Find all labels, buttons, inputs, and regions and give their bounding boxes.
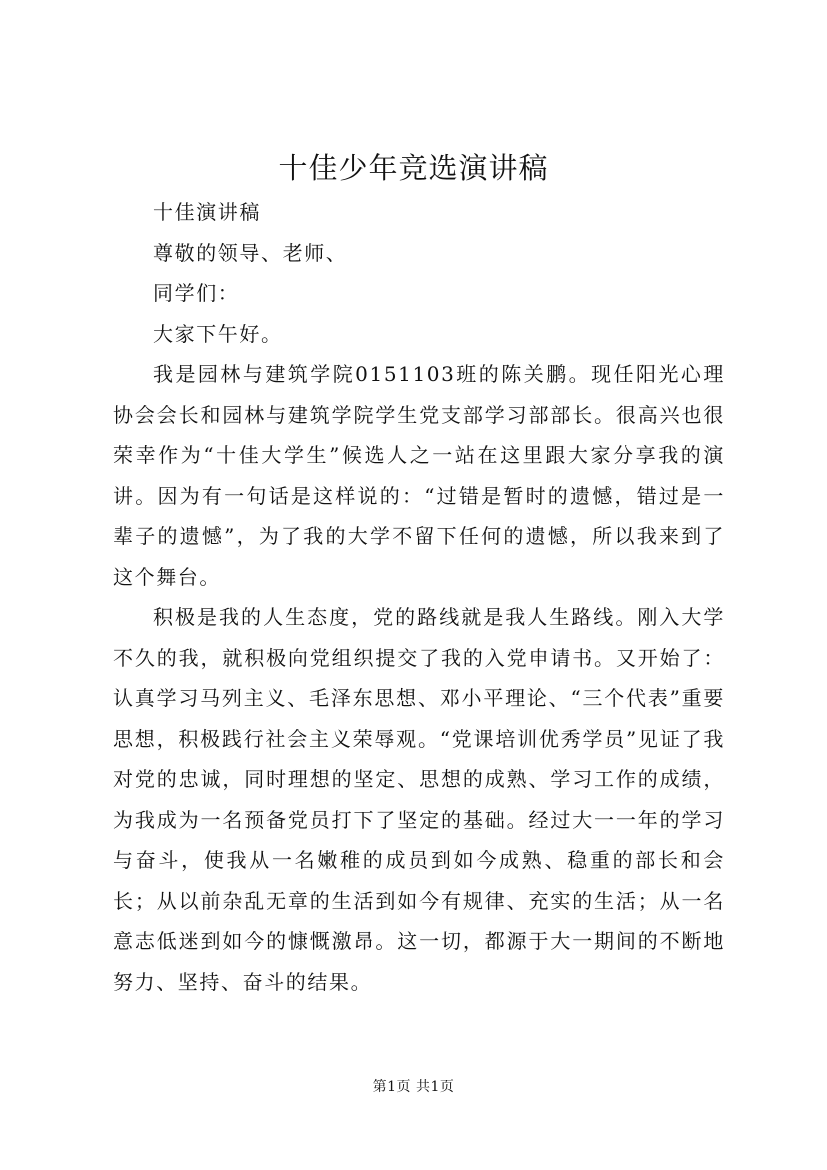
page-footer: 第1页 共1页: [372, 1079, 455, 1095]
paragraph: 同学们：: [153, 281, 240, 305]
paragraph: 十佳演讲稿: [153, 200, 261, 224]
paragraph: 大家下午好。: [153, 321, 283, 346]
paragraph: 尊敬的领导、老师、: [153, 240, 348, 265]
document-body: [113, 192, 725, 1002]
document-title: 十佳少年竞选演讲稿: [278, 151, 549, 185]
paragraph: 积极是我的人生态度，党的路线就是我人生路线。刚入大学不久的我，就积极向党组织提交了我的入党申请书。又开始了：认真学习马列主义、毛泽东思想、邓小平理论、“三个代表”重要思想，积极践行社会主义荣辱观。“党课培训优秀学员”见证了我对党的忠诚，同时理想的坚定、思想的成熟、学习工作的成绩，为我成为一名预备党员打下了坚定的基础。经过大一一年的学习与奋斗，使我从一名嫩稚的成员到如今成熟、稳重的部长和会长；从以前杂乱无章的生活到如今有规律、充实的生活；从一名意志低迷到如今的慷慨激昂。这一切，都源于大一期间的不断地努力、坚持、奋斗的结果。: [113, 605, 725, 994]
paragraph: 我是园林与建筑学院0151103班的陈关鹏。现任阳光心理协会会长和园林与建筑学院学生党支部学习部部长。很高兴也很荣幸作为“十佳大学生”候选人之一站在这里跟大家分享我的演讲。因为有一句话是这样说的：“过错是暂时的遗憾，错过是一辈子的遗憾”，为了我的大学不留下任何的遗憾，所以我来到了这个舞台。: [113, 362, 725, 589]
